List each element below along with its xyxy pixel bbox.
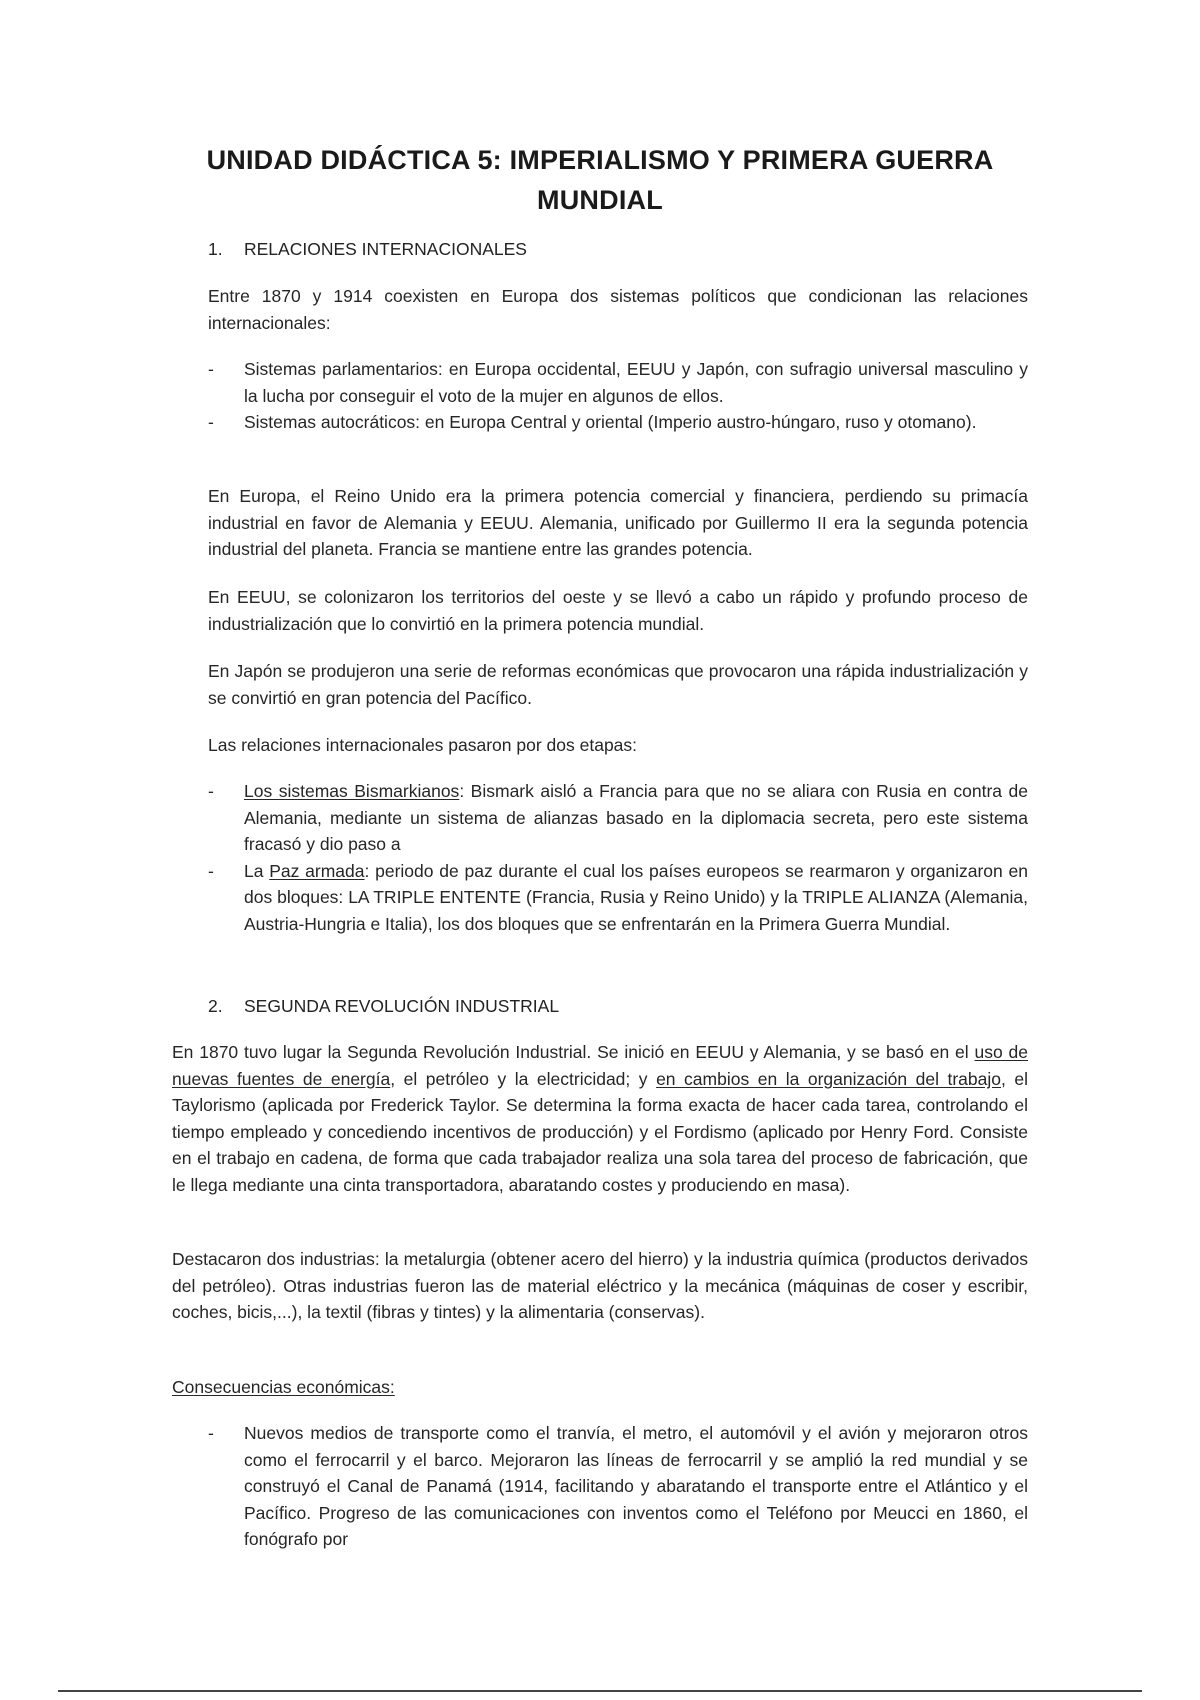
- list-item: [208, 356, 1028, 409]
- list-dash: -: [208, 359, 214, 379]
- consecuencias-heading: [172, 1374, 1028, 1401]
- list-item: [208, 858, 1028, 938]
- section-2-heading: [208, 993, 559, 1019]
- title-line-2: MUNDIAL: [537, 185, 663, 215]
- stage-2-term: Paz armada: [269, 860, 365, 881]
- stage-2-prefix: La: [244, 860, 270, 881]
- list-item: [208, 1420, 1028, 1553]
- stage-1-text: : Bismark aisló a Francia para que no se aliara con Rusia en contra de Alemania, mediante un sistema de alianzas basado en la diplomacia secreta, pero este sistema fracasó y dio paso a: [244, 781, 1028, 854]
- paragraph-eeuu: En EEUU, se colonizaron los territorios del oeste y se llevó a cabo un rápido y profundo proceso de industrialización que lo convirtió en la primera potencia mundial.: [208, 587, 1028, 634]
- consecuencias-label: Consecuencias económicas:: [172, 1377, 395, 1397]
- stage-1-term: Los sistemas Bismarkianos: [244, 781, 460, 801]
- document-title: [180, 140, 1020, 220]
- consecuencias-list: [208, 1420, 1028, 1553]
- paragraph-revolucion: [172, 1039, 1028, 1198]
- p1-underline-organizacion: en cambios en la organización del trabajo: [656, 1068, 1001, 1089]
- paragraph-japon: En Japón se produjeron una serie de reformas económicas que provocaron una rápida industrialización y se convirtió en gran potencia del Pacífico.: [208, 661, 1028, 708]
- p1-part-c: , el Taylorismo (aplicada por Frederick Taylor. Se determina la forma exacta de hacer cada tarea, controlando el tiempo empleado y concediendo incentivos de producción) y el Fordismo (aplicado por Henry Ford. Consiste en el trabajo en cadena, de forma que cada trabajador realiza una sola tarea del proceso de fabricación, que le llega mediante una cinta transportadora, abaratando costes y produciendo en masa).: [172, 1068, 1029, 1195]
- section-1-intro: Entre 1870 y 1914 coexisten en Europa dos sistemas políticos que condicionan las relaciones internacionales:: [208, 286, 1028, 333]
- p1-part-b: , el petróleo y la electricidad; y: [390, 1068, 657, 1089]
- paragraph-europa: En Europa, el Reino Unido era la primera potencia comercial y financiera, perdiendo su primacía industrial en favor de Alemania y EEUU. Alemania, unificado por Guillermo II era la segunda potencia industrial del planeta. Francia se mantiene entre las grandes potencia.: [208, 486, 1028, 559]
- section-1-heading: [208, 236, 527, 262]
- list-dash: -: [208, 412, 214, 432]
- list-dash: -: [208, 1423, 214, 1443]
- section-2-number: 2.: [208, 996, 223, 1016]
- section-2-title: SEGUNDA REVOLUCIÓN INDUSTRIAL: [244, 996, 560, 1016]
- stages-list: [208, 778, 1028, 937]
- list-item-text: Sistemas autocráticos: en Europa Central y oriental (Imperio austro-húngaro, ruso y otomano).: [244, 412, 977, 432]
- list-item: [208, 409, 1028, 436]
- page-bottom-rule: [58, 1690, 1142, 1692]
- list-dash: -: [208, 860, 214, 881]
- list-item-text: Sistemas parlamentarios: en Europa occidental, EEUU y Japón, con sufragio universal masculino y la lucha por conseguir el voto de la mujer en algunos de ellos.: [244, 359, 1028, 406]
- list-item: [208, 778, 1028, 858]
- paragraph-etapas: Las relaciones internacionales pasaron por dos etapas:: [208, 735, 638, 755]
- p1-underline-energia: uso de nuevas fuentes de energía: [172, 1042, 1028, 1089]
- list-dash: -: [208, 781, 214, 801]
- p1-part-a: En 1870 tuvo lugar la Segunda Revolución Industrial. Se inició en EEUU y Alemania, y se basó en el: [172, 1042, 975, 1062]
- title-line-1: UNIDAD DIDÁCTICA 5: IMPERIALISMO Y PRIMERA GUERRA: [206, 145, 994, 175]
- section-1-title: RELACIONES INTERNACIONALES: [244, 239, 527, 259]
- stage-2-text: : periodo de paz durante el cual los países europeos se rearmaron y organizaron en dos bloques: LA TRIPLE ENTENTE (Francia, Rusia y Reino Unido) y la TRIPLE ALIANZA (Alemania, Austria-Hungria e Italia), los dos bloques que se enfrentarán en la Primera Guerra Mundial.: [244, 860, 1028, 934]
- political-systems-list: [208, 356, 1028, 436]
- list-item-text: Nuevos medios de transporte como el tranvía, el metro, el automóvil y el avión y mejoraron otros como el ferrocarril y el barco. Mejoraron las líneas de ferrocarril y se amplió la red mundial y se construyó el Canal de Panamá (1914, facilitando y abaratando el transporte entre el Atlántico y el Pacífico. Progreso de las comunicaciones con inventos como el Teléfono por Meucci en 1860, el fonógrafo por: [244, 1423, 1028, 1549]
- paragraph-industrias: Destacaron dos industrias: la metalurgia (obtener acero del hierro) y la industria química (productos derivados del petróleo). Otras industrias fueron las de material eléctrico y la mecánica (máquinas de coser y escribir, coches, bicis,...), la textil (fibras y tintes) y la alimentaria (conservas).: [172, 1249, 1028, 1322]
- section-1-number: 1.: [208, 239, 223, 259]
